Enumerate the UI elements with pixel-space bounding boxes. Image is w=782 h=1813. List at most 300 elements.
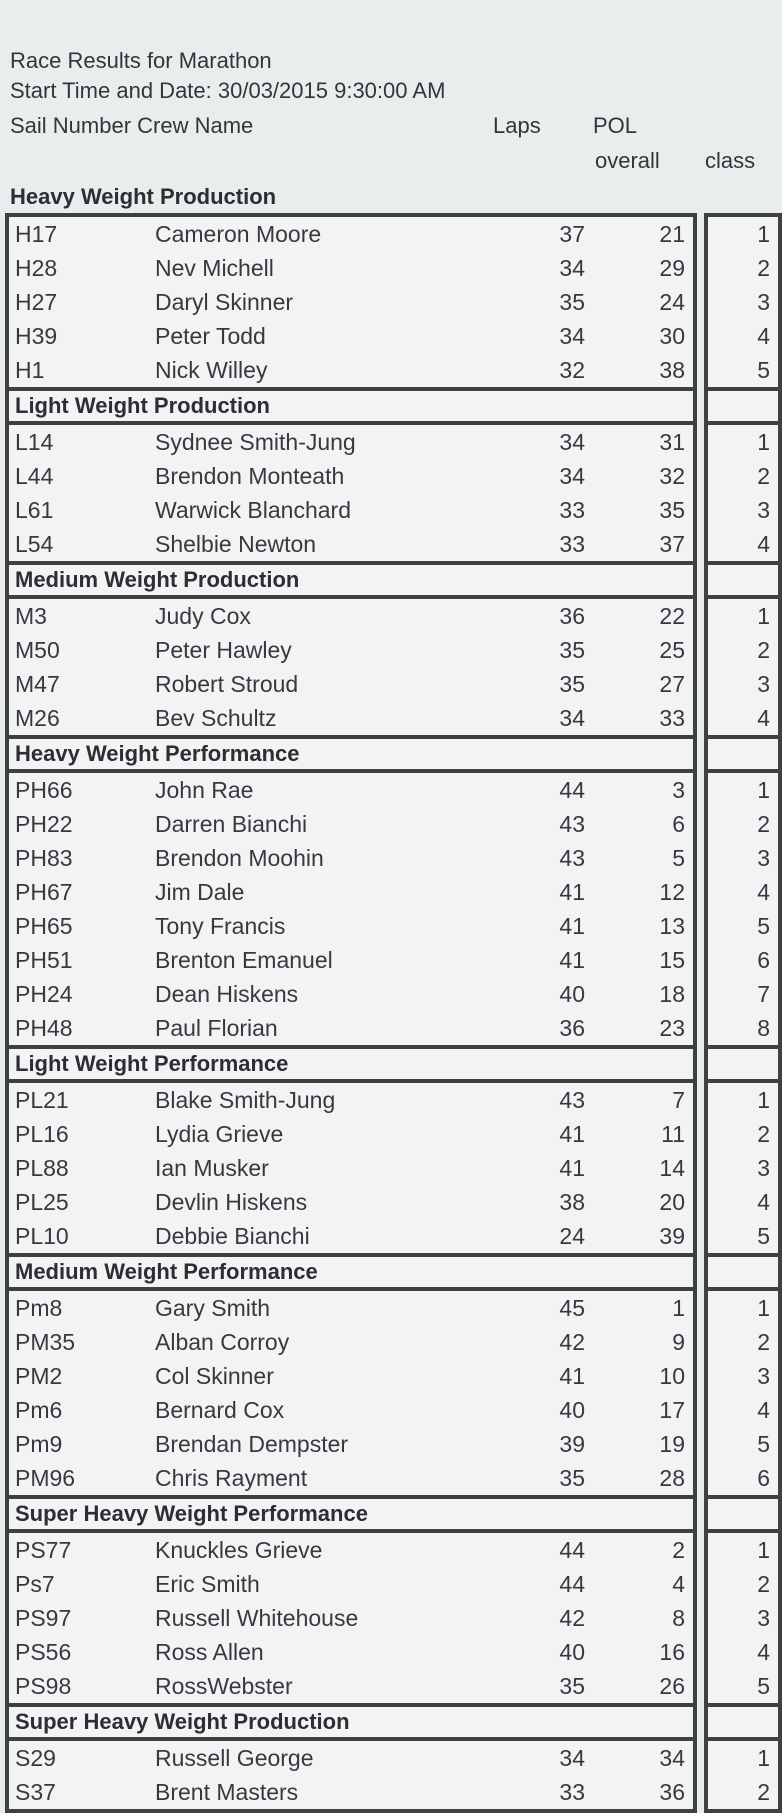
column-header-pol: POL: [593, 113, 638, 138]
class-rank-cell: 3: [757, 1605, 770, 1631]
column-header-class: class: [705, 148, 756, 173]
class-rank-cell: 4: [757, 705, 770, 731]
pol-overall-cell: 35: [659, 496, 685, 523]
section-data-band: [5, 1737, 782, 1813]
sail-number-cell: PM96: [15, 1464, 76, 1491]
table-row: [9, 1601, 693, 1635]
class-rank-cell: 5: [757, 357, 770, 383]
sail-number-cell: PH24: [15, 980, 73, 1007]
sail-number-cell: PH51: [15, 946, 73, 973]
class-rank-cell: 1: [757, 1087, 770, 1113]
pol-overall-cell: 31: [659, 428, 685, 455]
laps-cell: 34: [559, 254, 585, 281]
crew-name-cell: Debbie Bianchi: [155, 1222, 310, 1249]
section-header-class-spacer: [708, 565, 778, 595]
class-rank-cell: 6: [757, 947, 770, 973]
section-header-band: [5, 735, 782, 769]
section-header-band: [5, 561, 782, 595]
section-header-box: [5, 1045, 697, 1079]
section-title: Medium Weight Performance: [15, 1259, 318, 1284]
sail-number-cell: L54: [15, 530, 54, 557]
sail-number-cell: PS98: [15, 1672, 72, 1699]
laps-cell: 34: [559, 704, 585, 731]
class-rank-cell: 2: [757, 1571, 770, 1597]
section-title: Super Heavy Weight Performance: [15, 1501, 368, 1526]
crew-name-cell: Gary Smith: [155, 1294, 271, 1321]
class-rank-cell: 4: [757, 323, 770, 349]
laps-cell: 33: [559, 496, 585, 523]
laps-cell: 40: [559, 1638, 585, 1665]
section-data-band: [5, 769, 782, 1045]
table-row: [9, 1533, 693, 1567]
table-row: [9, 909, 693, 943]
sail-number-cell: L14: [15, 428, 54, 455]
sail-number-cell: H39: [15, 322, 58, 349]
pol-overall-cell: 22: [659, 602, 685, 629]
laps-cell: 43: [559, 810, 585, 837]
column-header-sail-crew: Sail Number Crew Name: [10, 113, 254, 138]
sail-number-cell: H27: [15, 288, 58, 315]
class-rank-cell: 3: [757, 1363, 770, 1389]
laps-cell: 44: [559, 776, 585, 803]
section-title: Medium Weight Production: [15, 567, 300, 592]
section-data-box: [5, 1529, 697, 1703]
crew-name-cell: Warwick Blanchard: [155, 496, 351, 523]
class-rank-cell: 2: [757, 255, 770, 281]
class-rank-cell: 3: [757, 671, 770, 697]
laps-cell: 35: [559, 636, 585, 663]
pol-overall-cell: 17: [659, 1396, 685, 1423]
column-header-pol-overall: overall: [595, 148, 660, 173]
table-row: [9, 1669, 693, 1703]
class-rank-cell: 5: [757, 1431, 770, 1457]
section-header-class-spacer: [708, 1499, 778, 1529]
crew-name-cell: Bernard Cox: [155, 1396, 285, 1423]
crew-name-cell: Russell George: [155, 1744, 314, 1771]
class-rank-cell: 2: [757, 1779, 770, 1805]
column-header-laps: Laps: [493, 113, 541, 138]
class-rank-cell: 3: [757, 845, 770, 871]
section-title: Super Heavy Weight Production: [15, 1709, 350, 1734]
sail-number-cell: PL88: [15, 1154, 69, 1181]
table-row: [9, 807, 693, 841]
section-data-band: [5, 421, 782, 561]
table-row: [9, 977, 693, 1011]
pol-overall-cell: 32: [659, 462, 685, 489]
crew-name-cell: Dean Hiskens: [155, 980, 299, 1007]
sail-number-cell: Pm9: [15, 1430, 63, 1457]
crew-name-cell: Knuckles Grieve: [155, 1536, 323, 1563]
table-row: [9, 773, 693, 807]
sail-number-cell: PL21: [15, 1086, 69, 1113]
table-row: [9, 1359, 693, 1393]
pol-overall-cell: 25: [659, 636, 685, 663]
laps-cell: 32: [559, 356, 585, 383]
crew-name-cell: Brendan Dempster: [155, 1430, 349, 1457]
sail-number-cell: PL10: [15, 1222, 69, 1249]
pol-overall-cell: 9: [672, 1328, 685, 1355]
laps-cell: 36: [559, 1014, 585, 1041]
section-data-band: [5, 595, 782, 735]
sail-number-cell: PS77: [15, 1536, 72, 1563]
section-header-class-box: [704, 1495, 782, 1529]
pol-overall-cell: 26: [659, 1672, 685, 1699]
class-rank-cell: 8: [757, 1015, 770, 1041]
sail-number-cell: Ps7: [15, 1570, 55, 1597]
class-rank-cell: 5: [757, 1223, 770, 1249]
table-row: [9, 1427, 693, 1461]
laps-cell: 38: [559, 1188, 585, 1215]
class-rank-cell: 1: [757, 603, 770, 629]
section-data-band: [5, 1079, 782, 1253]
laps-cell: 36: [559, 602, 585, 629]
section-class-box: [704, 595, 782, 735]
section-header-class-box: [704, 1253, 782, 1287]
pol-overall-cell: 6: [672, 810, 685, 837]
section-data-box: [5, 213, 697, 387]
sail-number-cell: H17: [15, 220, 58, 247]
laps-cell: 35: [559, 670, 585, 697]
table-row: [9, 1567, 693, 1601]
pol-overall-cell: 33: [659, 704, 685, 731]
crew-name-cell: Tony Francis: [155, 912, 286, 939]
section-header-band: [5, 1045, 782, 1079]
class-rank-cell: 4: [757, 531, 770, 557]
class-rank-cell: 2: [757, 637, 770, 663]
crew-name-cell: John Rae: [155, 776, 254, 803]
section-class-box: [704, 1287, 782, 1495]
table-row: [9, 1775, 693, 1809]
table-row: [9, 493, 693, 527]
table-row: [9, 1151, 693, 1185]
crew-name-cell: Col Skinner: [155, 1362, 274, 1389]
crew-name-cell: Ian Musker: [155, 1154, 269, 1181]
class-rank-cell: 6: [757, 1465, 770, 1491]
section-header-class-box: [704, 1703, 782, 1737]
crew-name-cell: Daryl Skinner: [155, 288, 294, 315]
pol-overall-cell: 29: [659, 254, 685, 281]
table-row: [9, 1011, 693, 1045]
crew-name-cell: Bev Schultz: [155, 704, 277, 731]
laps-cell: 41: [559, 1154, 585, 1181]
sail-number-cell: PH66: [15, 776, 73, 803]
sail-number-cell: M3: [15, 602, 47, 629]
class-rank-cell: 2: [757, 1121, 770, 1147]
section-data-box: [5, 1079, 697, 1253]
laps-cell: 41: [559, 1120, 585, 1147]
section-header-class-box: [704, 387, 782, 421]
class-rank-cell: 2: [757, 463, 770, 489]
sail-number-cell: S37: [15, 1778, 56, 1805]
table-row: [9, 1117, 693, 1151]
class-rank-cell: 1: [757, 1295, 770, 1321]
sail-number-cell: H1: [15, 356, 45, 383]
laps-cell: 35: [559, 1464, 585, 1491]
table-row: [9, 599, 693, 633]
laps-cell: 35: [559, 1672, 585, 1699]
sail-number-cell: M50: [15, 636, 60, 663]
section-data-band: [5, 1529, 782, 1703]
class-rank-cell: 4: [757, 1397, 770, 1423]
pol-overall-cell: 18: [659, 980, 685, 1007]
crew-name-cell: Lydia Grieve: [155, 1120, 284, 1147]
crew-name-cell: Alban Corroy: [155, 1328, 290, 1355]
pol-overall-cell: 7: [672, 1086, 685, 1113]
section-header-box: [5, 1703, 697, 1737]
laps-cell: 45: [559, 1294, 585, 1321]
class-rank-cell: 1: [757, 1745, 770, 1771]
section-class-box: [704, 421, 782, 561]
crew-name-cell: Ross Allen: [155, 1638, 264, 1665]
table-row: [9, 943, 693, 977]
section-class-box: [704, 213, 782, 387]
crew-name-cell: Devlin Hiskens: [155, 1188, 308, 1215]
laps-cell: 37: [559, 220, 585, 247]
sail-number-cell: PH22: [15, 810, 73, 837]
section-header-class-spacer: [708, 391, 778, 421]
section-class-box: [704, 1529, 782, 1703]
pol-overall-cell: 12: [659, 878, 685, 905]
sail-number-cell: H28: [15, 254, 58, 281]
sail-number-cell: PS56: [15, 1638, 72, 1665]
pol-overall-cell: 11: [661, 1120, 685, 1147]
section-header-class-box: [704, 1045, 782, 1079]
table-row: [9, 1291, 693, 1325]
crew-name-cell: Eric Smith: [155, 1570, 260, 1597]
section-data-band: [5, 213, 782, 387]
crew-name-cell: Peter Hawley: [155, 636, 292, 663]
section-header-band: [5, 1703, 782, 1737]
table-row: [9, 251, 693, 285]
section-header-class-spacer: [708, 1257, 778, 1287]
class-rank-cell: 5: [757, 1673, 770, 1699]
section-title: Light Weight Production: [15, 393, 270, 418]
sail-number-cell: PH83: [15, 844, 73, 871]
pol-overall-cell: 21: [659, 220, 685, 247]
class-rank-cell: 3: [757, 497, 770, 523]
crew-name-cell: Cameron Moore: [155, 220, 322, 247]
pol-overall-cell: 8: [672, 1604, 685, 1631]
laps-cell: 34: [559, 322, 585, 349]
laps-cell: 35: [559, 288, 585, 315]
sail-number-cell: L44: [15, 462, 54, 489]
pol-overall-cell: 16: [659, 1638, 685, 1665]
crew-name-cell: Brent Masters: [155, 1778, 299, 1805]
laps-cell: 44: [559, 1570, 585, 1597]
table-row: [9, 841, 693, 875]
pol-overall-cell: 20: [659, 1188, 685, 1215]
crew-name-cell: Brendon Moohin: [155, 844, 324, 871]
table-row: [9, 459, 693, 493]
section-title: Heavy Weight Performance: [15, 741, 300, 766]
crew-name-cell: Paul Florian: [155, 1014, 278, 1041]
section-header-box: [5, 1495, 697, 1529]
sail-number-cell: PM2: [15, 1362, 63, 1389]
laps-cell: 43: [559, 844, 585, 871]
section-data-box: [5, 595, 697, 735]
class-rank-cell: 4: [757, 1189, 770, 1215]
section-header-class-spacer: [708, 1707, 778, 1737]
pol-overall-cell: 14: [659, 1154, 685, 1181]
table-row: [9, 875, 693, 909]
section-data-band: [5, 1287, 782, 1495]
class-rank-cell: 2: [757, 811, 770, 837]
section-header-band: [5, 387, 782, 421]
pol-overall-cell: 19: [659, 1430, 685, 1457]
crew-name-cell: Sydnee Smith-Jung: [155, 428, 356, 455]
section-class-box: [704, 1079, 782, 1253]
pol-overall-cell: 37: [659, 530, 685, 557]
pol-overall-cell: 3: [672, 776, 685, 803]
crew-name-cell: Robert Stroud: [155, 670, 299, 697]
class-rank-cell: 1: [757, 777, 770, 803]
laps-cell: 33: [559, 530, 585, 557]
sail-number-cell: Pm8: [15, 1294, 63, 1321]
sail-number-cell: PM35: [15, 1328, 76, 1355]
pol-overall-cell: 24: [659, 288, 685, 315]
class-rank-cell: 7: [757, 981, 770, 1007]
class-rank-cell: 3: [757, 1155, 770, 1181]
laps-cell: 43: [559, 1086, 585, 1113]
section-header-band: [5, 1495, 782, 1529]
pol-overall-cell: 1: [672, 1294, 685, 1321]
crew-name-cell: Chris Rayment: [155, 1464, 308, 1491]
table-row: [9, 1083, 693, 1117]
table-row: [9, 1325, 693, 1359]
laps-cell: 40: [559, 1396, 585, 1423]
class-rank-cell: 1: [757, 1537, 770, 1563]
section-header-band: [5, 1253, 782, 1287]
section-data-box: [5, 1287, 697, 1495]
class-rank-cell: 4: [757, 1639, 770, 1665]
class-rank-cell: 2: [757, 1329, 770, 1355]
table-row: [9, 527, 693, 561]
laps-cell: 34: [559, 462, 585, 489]
crew-name-cell: Nev Michell: [155, 254, 274, 281]
sail-number-cell: PL25: [15, 1188, 69, 1215]
class-rank-cell: 1: [757, 221, 770, 247]
sail-number-cell: Pm6: [15, 1396, 63, 1423]
pol-overall-cell: 38: [659, 356, 685, 383]
sail-number-cell: PH48: [15, 1014, 73, 1041]
laps-cell: 44: [559, 1536, 585, 1563]
table-row: [9, 425, 693, 459]
pol-overall-cell: 36: [659, 1778, 685, 1805]
laps-cell: 34: [559, 428, 585, 455]
page-title: Race Results for Marathon: [10, 48, 272, 73]
pol-overall-cell: 10: [659, 1362, 685, 1389]
pol-overall-cell: 4: [672, 1570, 685, 1597]
section-data-box: [5, 1737, 697, 1813]
crew-name-cell: Brenton Emanuel: [155, 946, 333, 973]
sail-number-cell: PL16: [15, 1120, 69, 1147]
table-row: [9, 1219, 693, 1253]
pol-overall-cell: 34: [659, 1744, 685, 1771]
crew-name-cell: RossWebster: [155, 1672, 293, 1699]
laps-cell: 33: [559, 1778, 585, 1805]
table-row: [9, 1393, 693, 1427]
laps-cell: 40: [559, 980, 585, 1007]
crew-name-cell: Jim Dale: [155, 878, 245, 905]
sail-number-cell: PH65: [15, 912, 73, 939]
class-rank-cell: 1: [757, 429, 770, 455]
section-header-box: [5, 561, 697, 595]
section-data-box: [5, 769, 697, 1045]
table-row: [9, 1635, 693, 1669]
table-row: [9, 1741, 693, 1775]
pol-overall-cell: 27: [659, 670, 685, 697]
pol-overall-cell: 2: [672, 1536, 685, 1563]
start-time-line: Start Time and Date: 30/03/2015 9:30:00 AM: [10, 78, 446, 103]
sail-number-cell: PH67: [15, 878, 73, 905]
section-title: Light Weight Performance: [15, 1051, 289, 1076]
section-header-class-box: [704, 561, 782, 595]
crew-name-cell: Russell Whitehouse: [155, 1604, 359, 1631]
pol-overall-cell: 13: [659, 912, 685, 939]
section-title-heavy-weight-production: Heavy Weight Production: [10, 184, 277, 209]
section-class-box: [704, 769, 782, 1045]
pol-overall-cell: 5: [672, 844, 685, 871]
table-row: [9, 701, 693, 735]
sail-number-cell: L61: [15, 496, 54, 523]
section-header-box: [5, 387, 697, 421]
section-header-box: [5, 735, 697, 769]
laps-cell: 42: [559, 1604, 585, 1631]
laps-cell: 39: [559, 1430, 585, 1457]
results-table: [5, 213, 782, 1813]
pol-overall-cell: 30: [659, 322, 685, 349]
crew-name-cell: Peter Todd: [155, 322, 266, 349]
crew-name-cell: Nick Willey: [155, 356, 268, 383]
table-row: [9, 633, 693, 667]
section-header-class-spacer: [708, 739, 778, 769]
laps-cell: 41: [559, 878, 585, 905]
laps-cell: 41: [559, 1362, 585, 1389]
pol-overall-cell: 28: [659, 1464, 685, 1491]
laps-cell: 42: [559, 1328, 585, 1355]
section-class-box: [704, 1737, 782, 1813]
laps-cell: 34: [559, 1744, 585, 1771]
laps-cell: 41: [559, 946, 585, 973]
table-row: [9, 1185, 693, 1219]
table-row: [9, 217, 693, 251]
section-header-box: [5, 1253, 697, 1287]
pol-overall-cell: 39: [659, 1222, 685, 1249]
sail-number-cell: PS97: [15, 1604, 72, 1631]
sail-number-cell: M26: [15, 704, 60, 731]
crew-name-cell: Darren Bianchi: [155, 810, 308, 837]
class-rank-cell: 5: [757, 913, 770, 939]
table-row: [9, 319, 693, 353]
pol-overall-cell: 23: [659, 1014, 685, 1041]
class-rank-cell: 3: [757, 289, 770, 315]
crew-name-cell: Shelbie Newton: [155, 530, 317, 557]
crew-name-cell: Brendon Monteath: [155, 462, 345, 489]
laps-cell: 41: [559, 912, 585, 939]
table-row: [9, 285, 693, 319]
section-data-box: [5, 421, 697, 561]
sail-number-cell: S29: [15, 1744, 56, 1771]
table-row: [9, 353, 693, 387]
pol-overall-cell: 15: [659, 946, 685, 973]
laps-cell: 24: [559, 1222, 585, 1249]
table-row: [9, 667, 693, 701]
crew-name-cell: Blake Smith-Jung: [155, 1086, 336, 1113]
table-row: [9, 1461, 693, 1495]
sail-number-cell: M47: [15, 670, 60, 697]
section-header-class-spacer: [708, 1049, 778, 1079]
class-rank-cell: 4: [757, 879, 770, 905]
